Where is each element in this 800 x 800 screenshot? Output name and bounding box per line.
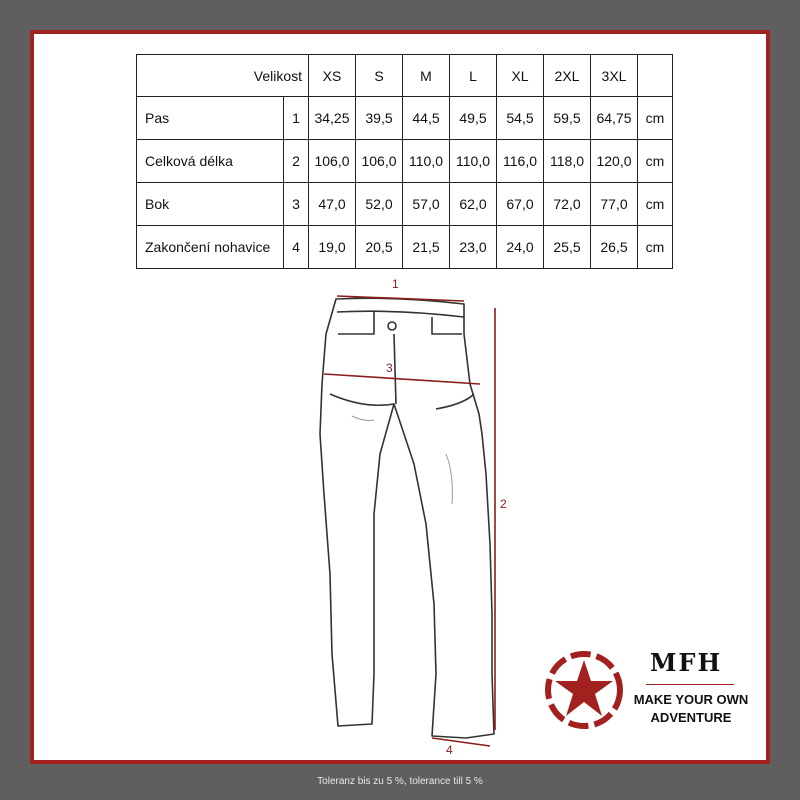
hem-dimension-line — [432, 738, 490, 746]
size-chart-card — [34, 34, 766, 760]
size-header: 3XL — [591, 55, 638, 97]
table-cell: 67,0 — [497, 183, 544, 226]
table-cell: 59,5 — [544, 97, 591, 140]
table-cell: 19,0 — [309, 226, 356, 269]
table-cell: 21,5 — [403, 226, 450, 269]
table-cell: 106,0 — [309, 140, 356, 183]
table-cell: 23,0 — [450, 226, 497, 269]
table-cell: 47,0 — [309, 183, 356, 226]
content-frame — [30, 30, 770, 764]
table-cell: 62,0 — [450, 183, 497, 226]
mfh-logo — [544, 640, 764, 740]
size-header: L — [450, 55, 497, 97]
hip-label: 3 — [386, 361, 393, 375]
size-header: M — [403, 55, 450, 97]
row-unit: cm — [638, 183, 673, 226]
length-label: 2 — [500, 497, 507, 511]
row-unit: cm — [638, 97, 673, 140]
table-cell: 72,0 — [544, 183, 591, 226]
tagline-line-1: MAKE YOUR OWN — [633, 692, 749, 707]
table-cell: 110,0 — [450, 140, 497, 183]
table-cell: 39,5 — [356, 97, 403, 140]
table-cell: 106,0 — [356, 140, 403, 183]
row-label: Zakončení nohavice — [137, 226, 284, 269]
hip-dimension-line — [324, 374, 480, 384]
row-label: Pas — [137, 97, 284, 140]
table-cell: 64,75 — [591, 97, 638, 140]
table-cell: 118,0 — [544, 140, 591, 183]
size-header: XL — [497, 55, 544, 97]
size-header: XS — [309, 55, 356, 97]
row-number: 2 — [284, 140, 309, 183]
table-cell: 24,0 — [497, 226, 544, 269]
trousers-outline-icon — [320, 298, 494, 738]
table-cell: 110,0 — [403, 140, 450, 183]
table-cell: 116,0 — [497, 140, 544, 183]
size-header: S — [356, 55, 403, 97]
table-cell: 20,5 — [356, 226, 403, 269]
row-number: 1 — [284, 97, 309, 140]
table-cell: 54,5 — [497, 97, 544, 140]
brand-name: MFH — [649, 648, 723, 677]
table-cell: 52,0 — [356, 183, 403, 226]
table-cell: 34,25 — [309, 97, 356, 140]
star-emblem-icon — [544, 650, 624, 730]
row-unit: cm — [638, 140, 673, 183]
hem-label: 4 — [446, 743, 453, 757]
row-label: Bok — [137, 183, 284, 226]
table-cell: 57,0 — [403, 183, 450, 226]
tolerance-note: Toleranz bis zu 5 %, tolerance till 5 % — [317, 776, 483, 787]
size-header-label: Velikost — [137, 55, 309, 97]
waist-label: 1 — [392, 277, 399, 291]
brand-divider — [646, 684, 734, 685]
size-header: 2XL — [544, 55, 591, 97]
table-cell: 49,5 — [450, 97, 497, 140]
table-cell: 77,0 — [591, 183, 638, 226]
table-cell: 26,5 — [591, 226, 638, 269]
table-cell: 120,0 — [591, 140, 638, 183]
table-cell: 25,5 — [544, 226, 591, 269]
row-label: Celková délka — [137, 140, 284, 183]
tagline-line-2: ADVENTURE — [650, 710, 732, 725]
dimension-lines — [324, 296, 495, 746]
table-cell: 44,5 — [403, 97, 450, 140]
row-number: 4 — [284, 226, 309, 269]
row-unit: cm — [638, 226, 673, 269]
row-number: 3 — [284, 183, 309, 226]
